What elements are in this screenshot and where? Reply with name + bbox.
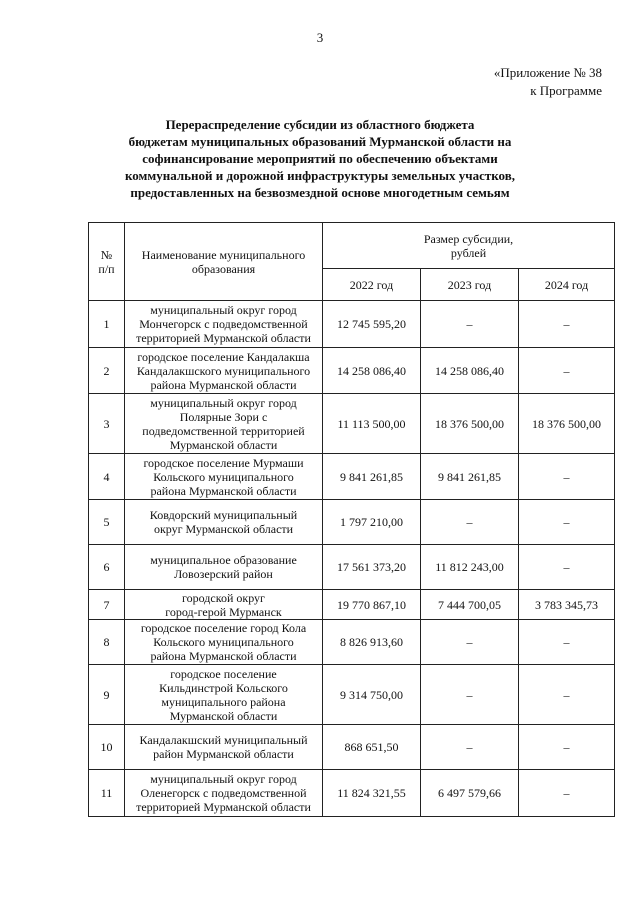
value-2022: 14 258 086,40 — [323, 348, 421, 394]
title-line-5: предоставленных на безвозмездной основе многодетным семьям — [130, 185, 510, 200]
value-2023: – — [421, 301, 519, 348]
name-line: района Мурманской области — [150, 377, 297, 392]
municipality-name — [125, 301, 323, 348]
table-row — [89, 725, 615, 770]
name-line: городское поселение Кандалакша — [137, 349, 310, 364]
table-row — [89, 665, 615, 725]
value-2023: 14 258 086,40 — [421, 348, 519, 394]
name-line: района Мурманской области — [150, 649, 297, 663]
value-2023: – — [421, 620, 519, 665]
municipality-name — [125, 454, 323, 500]
name-line: Мурманской области — [169, 437, 278, 452]
value-2024: – — [519, 620, 615, 665]
name-line: подведомственной территорией — [142, 423, 305, 438]
municipality-name — [125, 500, 323, 545]
header-year-2024: 2024 год — [519, 269, 615, 301]
table-row — [89, 590, 615, 620]
annex-reference — [494, 64, 602, 100]
row-number: 4 — [89, 454, 125, 500]
municipality-name — [125, 725, 323, 770]
header-municipality — [125, 223, 323, 301]
value-2023: – — [421, 665, 519, 725]
header-year-2022: 2022 год — [323, 269, 421, 301]
row-number: 10 — [89, 725, 125, 770]
value-2022: 1 797 210,00 — [323, 500, 421, 545]
header-number-line-1: № — [100, 247, 113, 262]
value-2024: – — [519, 348, 615, 394]
value-2023: – — [421, 500, 519, 545]
name-line: Мурманской области — [169, 708, 278, 723]
name-line: Кандалакшского муниципального — [136, 363, 311, 378]
header-subsidy-line-2: рублей — [450, 245, 487, 260]
value-2022: 11 113 500,00 — [323, 394, 421, 454]
name-line: городской округ — [182, 590, 265, 605]
name-line: Кандалакшский муниципальный — [139, 733, 308, 747]
header-municipality-line-2: образования — [191, 261, 256, 276]
table-row — [89, 394, 615, 454]
title-line-1: Перераспределение субсидии из областного бюджета — [165, 117, 475, 132]
name-line: Ловозерский район — [174, 567, 273, 581]
value-2022: 9 841 261,85 — [323, 454, 421, 500]
annex-line-2: к Программе — [530, 83, 602, 98]
value-2024: – — [519, 770, 615, 817]
row-number: 5 — [89, 500, 125, 545]
table-row — [89, 500, 615, 545]
name-line: Кольского муниципального — [153, 469, 294, 484]
row-number: 11 — [89, 770, 125, 817]
name-line: округ Мурманской области — [153, 522, 294, 536]
title-line-3: софинансирование мероприятий по обеспечению объектами — [142, 151, 498, 166]
name-line: муниципальный округ город — [150, 395, 297, 410]
row-number: 3 — [89, 394, 125, 454]
value-2024: 3 783 345,73 — [519, 590, 615, 620]
row-number: 1 — [89, 301, 125, 348]
name-line: территорией Мурманской области — [136, 331, 311, 345]
value-2022: 868 651,50 — [323, 725, 421, 770]
table-row — [89, 620, 615, 665]
name-line: район Мурманской области — [153, 747, 294, 761]
name-line: Кильдинстрой Кольского — [159, 680, 288, 695]
row-number: 7 — [89, 590, 125, 620]
name-line: территорией Мурманской области — [136, 800, 311, 814]
header-number-line-2: п/п — [98, 261, 115, 276]
table-row — [89, 454, 615, 500]
value-2024: – — [519, 301, 615, 348]
municipality-name — [125, 770, 323, 817]
municipality-name — [125, 545, 323, 590]
value-2022: 12 745 595,20 — [323, 301, 421, 348]
page-number: 3 — [316, 30, 324, 45]
header-municipality-line-1: Наименование муниципального — [141, 247, 306, 262]
table-row — [89, 545, 615, 590]
name-line: Ковдорский муниципальный — [149, 508, 298, 522]
header-subsidy-size — [323, 223, 615, 269]
value-2022: 19 770 867,10 — [323, 590, 421, 620]
name-line: городское поселение Мурмаши — [143, 455, 304, 470]
value-2022: 8 826 913,60 — [323, 620, 421, 665]
title-line-2: бюджетам муниципальных образований Мурманской области на — [128, 134, 512, 149]
annex-line-1: «Приложение № 38 — [493, 65, 602, 80]
name-line: муниципальное образование — [150, 553, 297, 567]
name-line: Полярные Зори с — [179, 409, 268, 424]
municipality-name — [125, 665, 323, 725]
name-line: город-герой Мурманск — [165, 604, 282, 619]
value-2024: 18 376 500,00 — [519, 394, 615, 454]
name-line: городское поселение — [170, 666, 277, 681]
value-2023: 6 497 579,66 — [421, 770, 519, 817]
municipality-name — [125, 620, 323, 665]
value-2024: – — [519, 725, 615, 770]
document-title — [60, 116, 580, 201]
value-2023: 18 376 500,00 — [421, 394, 519, 454]
row-number: 6 — [89, 545, 125, 590]
value-2024: – — [519, 545, 615, 590]
name-line: муниципальный округ город — [150, 303, 297, 317]
value-2022: 17 561 373,20 — [323, 545, 421, 590]
header-year-2023: 2023 год — [421, 269, 519, 301]
name-line: Мончегорск с подведомственной — [139, 317, 308, 331]
table-row — [89, 348, 615, 394]
value-2024: – — [519, 454, 615, 500]
row-number: 8 — [89, 620, 125, 665]
value-2023: 7 444 700,05 — [421, 590, 519, 620]
value-2023: 11 812 243,00 — [421, 545, 519, 590]
value-2022: 9 314 750,00 — [323, 665, 421, 725]
header-number — [89, 223, 125, 301]
value-2022: 11 824 321,55 — [323, 770, 421, 817]
row-number: 9 — [89, 665, 125, 725]
municipality-name — [125, 394, 323, 454]
name-line: городское поселение город Кола — [140, 621, 307, 635]
name-line: муниципальный округ город — [150, 772, 297, 786]
subsidy-table — [88, 222, 615, 817]
table-row — [89, 301, 615, 348]
table-row — [89, 770, 615, 817]
name-line: Кольского муниципального — [153, 635, 294, 649]
name-line: района Мурманской области — [150, 483, 297, 498]
municipality-name — [125, 590, 323, 620]
title-line-4: коммунальной и дорожной инфраструктуры земельных участков, — [124, 168, 515, 183]
value-2023: – — [421, 725, 519, 770]
name-line: Оленегорск с подведомственной — [140, 786, 307, 800]
municipality-name — [125, 348, 323, 394]
name-line: муниципального района — [161, 694, 286, 709]
value-2023: 9 841 261,85 — [421, 454, 519, 500]
header-subsidy-line-1: Размер субсидии, — [423, 231, 514, 246]
row-number: 2 — [89, 348, 125, 394]
value-2024: – — [519, 500, 615, 545]
value-2024: – — [519, 665, 615, 725]
